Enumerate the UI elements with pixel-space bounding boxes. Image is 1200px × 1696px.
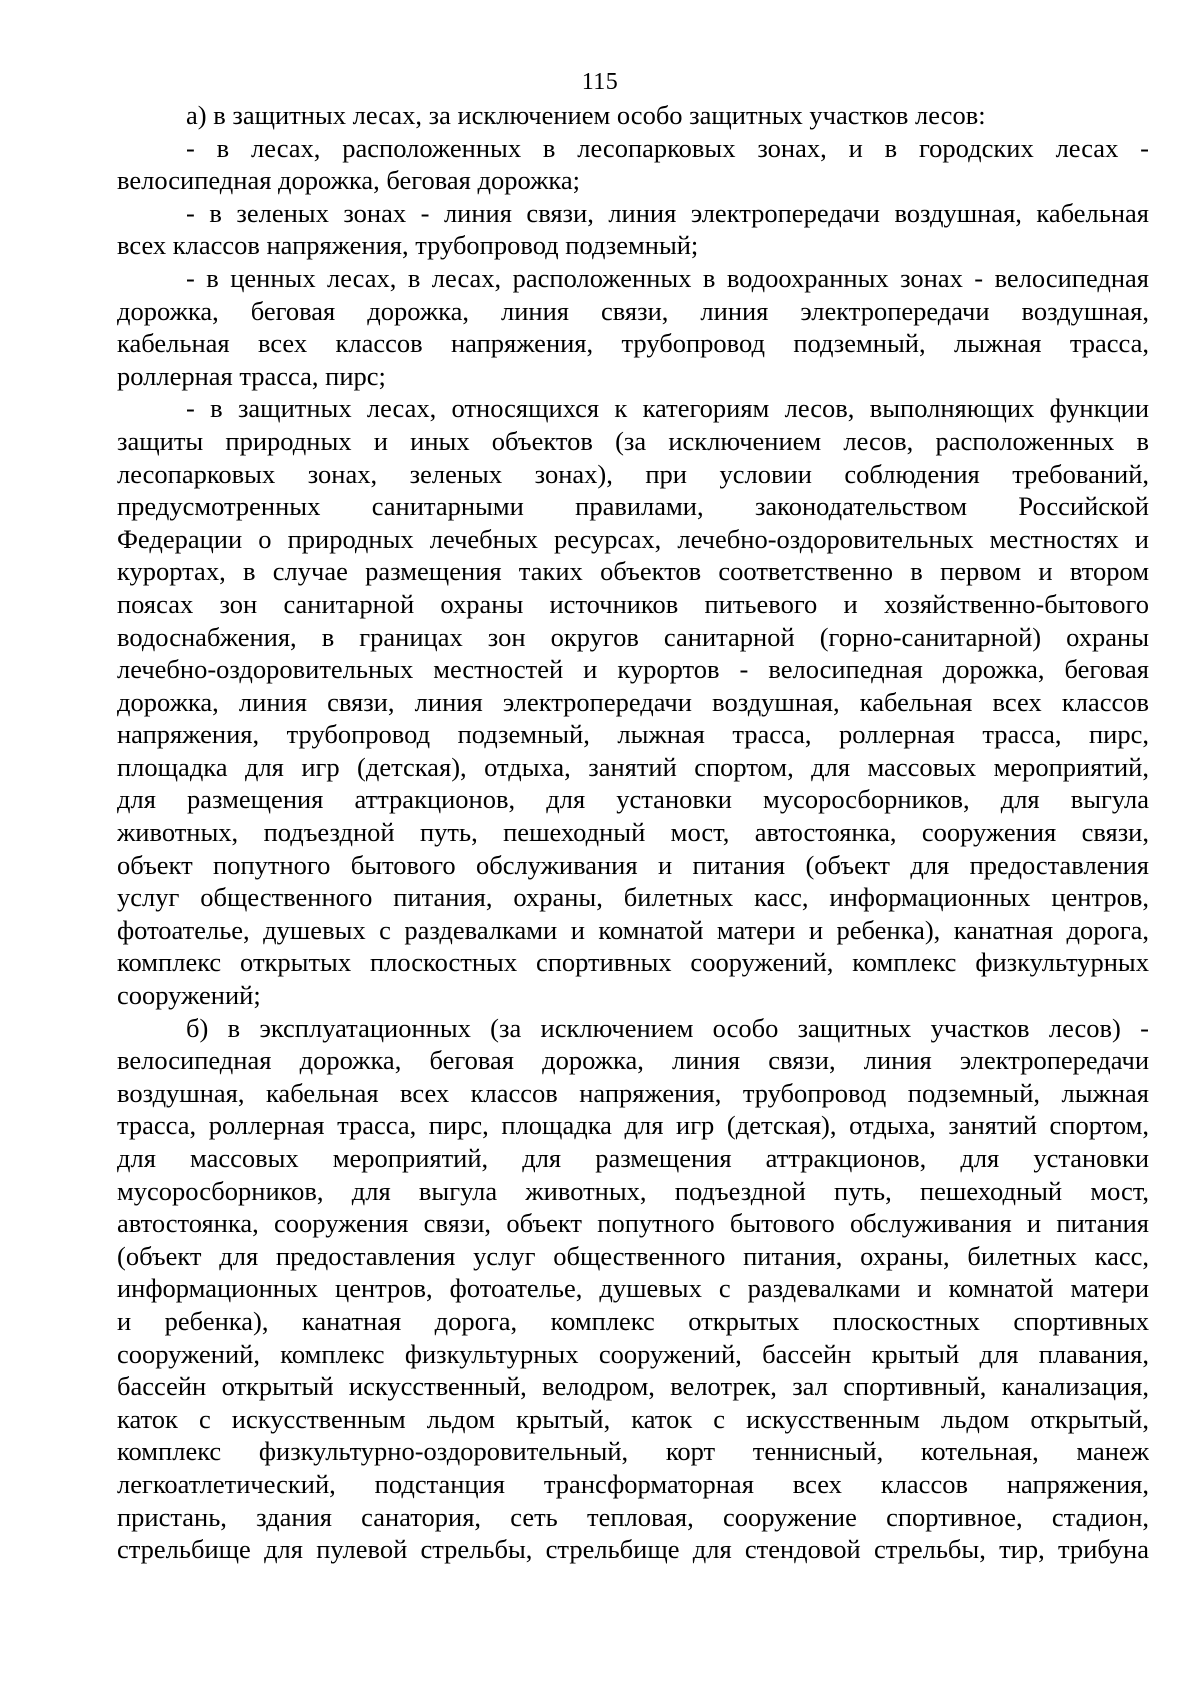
text-line: предусмотренных санитарными правилами, законодательством Российской (117, 491, 1149, 522)
text-line: для массовых мероприятий, для размещения аттракционов, для установки (117, 1143, 1149, 1173)
text-line: курортах, в случае размещения таких объектов соответственно в первом и втором (117, 556, 1149, 587)
text-line: каток с искусственным льдом крытый, каток с искусственным льдом открытый, (117, 1403, 1149, 1434)
text-line: Федерации о природных лечебных ресурсах, лечебно-оздоровительных местностях и (117, 523, 1149, 554)
text-line: автостоянка, сооружения связи, объект попутного бытового обслуживания и питания (117, 1208, 1149, 1239)
text-line: всех классов напряжения, трубопровод подземный; (117, 230, 699, 261)
text-line: а) в защитных лесах, за исключением особо защитных участков лесов: (186, 100, 986, 130)
text-line: роллерная трасса, пирс; (117, 360, 386, 391)
text-line: фотоателье, душевых с раздевалками и комнатой матери и ребенка), канатная дорога, (117, 914, 1149, 945)
text-line: воздушная, кабельная всех классов напряжения, трубопровод подземный, лыжная (117, 1077, 1149, 1108)
text-line: и ребенка), канатная дорога, комплекс открытых плоскостных спортивных (117, 1305, 1149, 1336)
text-line: напряжения, трубопровод подземный, лыжная трасса, роллерная трасса, пирс, (117, 719, 1149, 750)
text-line: велосипедная дорожка, беговая дорожка; (117, 165, 580, 196)
text-line: бассейн открытый искусственный, велодром, велотрек, зал спортивный, канализация, (117, 1371, 1149, 1402)
text-line: - в зеленых зонах - линия связи, линия электропередачи воздушная, кабельная (186, 197, 1149, 228)
text-line: трасса, роллерная трасса, пирс, площадка для игр (детская), отдыха, занятий спортом, (117, 1110, 1149, 1141)
text-line: пристань, здания санатория, сеть тепловая, сооружение спортивное, стадион, (117, 1501, 1149, 1532)
text-line: - в ценных лесах, в лесах, расположенных в водоохранных зонах - велосипедная (186, 262, 1149, 293)
text-line: сооружений, комплекс физкультурных сооружений, бассейн крытый для плавания, (117, 1338, 1149, 1369)
text-line: легкоатлетический, подстанция трансформаторная всех классов напряжения, (117, 1468, 1149, 1499)
text-line: стрельбище для пулевой стрельбы, стрельбище для стендовой стрельбы, тир, трибуна (117, 1534, 1149, 1565)
text-line: мусоросборников, для выгула животных, подъездной путь, пешеходный мост, (117, 1175, 1149, 1206)
text-line: животных, подъездной путь, пешеходный мост, автостоянка, сооружения связи, (117, 817, 1149, 848)
text-line: объект попутного бытового обслуживания и питания (объект для предоставления (117, 849, 1149, 880)
text-line: водоснабжения, в границах зон округов санитарной (горно-санитарной) охраны (117, 621, 1149, 652)
text-line: услуг общественного питания, охраны, билетных касс, информационных центров, (117, 882, 1149, 913)
text-line: поясах зон санитарной охраны источников питьевого и хозяйственно-бытового (117, 588, 1149, 619)
text-line: - в защитных лесах, относящихся к категориям лесов, выполняющих функции (186, 393, 1149, 424)
text-line: комплекс физкультурно-оздоровительный, корт теннисный, котельная, манеж (117, 1436, 1149, 1467)
text-line: дорожка, линия связи, линия электропередачи воздушная, кабельная всех классов (117, 686, 1149, 717)
text-line: дорожка, беговая дорожка, линия связи, линия электропередачи воздушная, (117, 295, 1149, 326)
text-line: велосипедная дорожка, беговая дорожка, линия связи, линия электропередачи (117, 1045, 1149, 1076)
page-number: 115 (581, 69, 619, 95)
text-line: лесопарковых зонах, зеленых зонах), при условии соблюдения требований, (117, 458, 1149, 489)
text-line: кабельная всех классов напряжения, трубопровод подземный, лыжная трасса, (117, 328, 1149, 359)
text-line: для размещения аттракционов, для установки мусоросборников, для выгула (117, 784, 1149, 815)
document-body (117, 99, 1149, 1566)
text-line: - в лесах, расположенных в лесопарковых зонах, и в городских лесах - (186, 132, 1149, 163)
text-line: (объект для предоставления услуг общественного питания, охраны, билетных касс, (117, 1240, 1149, 1271)
text-line: площадка для игр (детская), отдыха, занятий спортом, для массовых мероприятий, (117, 751, 1149, 782)
text-line: лечебно-оздоровительных местностей и курортов - велосипедная дорожка, беговая (117, 654, 1149, 685)
text-line: б) в эксплуатационных (за исключением особо защитных участков лесов) - (186, 1012, 1149, 1043)
text-line: защиты природных и иных объектов (за исключением лесов, расположенных в (117, 425, 1149, 456)
text-line: комплекс открытых плоскостных спортивных сооружений, комплекс физкультурных (117, 947, 1149, 978)
text-line: информационных центров, фотоателье, душевых с раздевалками и комнатой матери (117, 1273, 1149, 1304)
text-line: сооружений; (117, 980, 261, 1011)
